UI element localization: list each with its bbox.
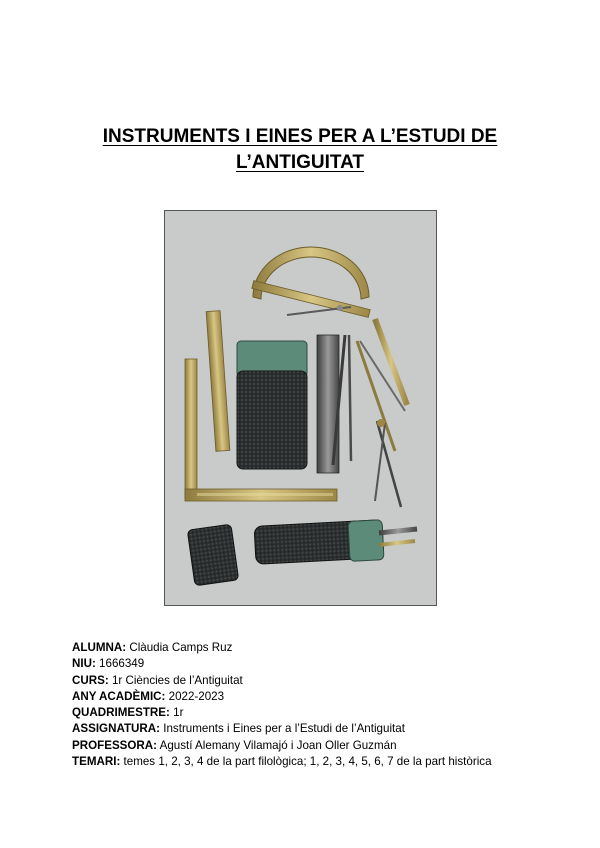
info-value: 1666349 [95, 657, 145, 671]
info-row-professora [72, 738, 572, 754]
info-label: CURS: [72, 673, 109, 687]
info-value: Clàudia Camps Ruz [126, 641, 233, 654]
info-value: Instruments i Eines per a l’Estudi de l’Antiguitat [160, 722, 405, 736]
info-value: Agustí Alemany Vilamajó i Joan Oller Guzmán [157, 738, 397, 752]
info-row-alumna [72, 640, 572, 656]
info-value: 1r Ciències de l’Antiguitat [108, 673, 243, 687]
document-title [60, 124, 540, 176]
drawing-instruments-icon [165, 211, 436, 605]
info-label: ANY ACADÈMIC: [72, 689, 166, 703]
title-line-1: INSTRUMENTS I EINES PER A L’ESTUDI DE [102, 126, 498, 147]
info-row-any-academic [72, 689, 572, 705]
info-label: QUADRIMESTRE: [72, 706, 170, 720]
info-label: PROFESSORA: [72, 738, 158, 752]
info-row-assignatura [72, 721, 572, 737]
info-label: NIU: [72, 657, 96, 671]
info-row-niu [72, 656, 572, 672]
info-value: temes 1, 2, 3, 4 de la part filològica; 1, 2, 3, 4, 5, 6, 7 de la part històrica [120, 755, 492, 769]
info-label: ALUMNA: [72, 641, 127, 654]
title-line-2: L’ANTIGUITAT [235, 152, 365, 173]
cover-photo [164, 210, 437, 606]
info-row-curs [72, 673, 572, 689]
info-value: 1r [169, 706, 184, 720]
info-label: ASSIGNATURA: [72, 722, 161, 736]
info-label: TEMARI: [72, 755, 121, 769]
info-row-quadrimestre [72, 705, 572, 721]
info-row-temari [72, 754, 572, 770]
student-info [72, 640, 572, 770]
info-value: 2022-2023 [165, 689, 225, 703]
